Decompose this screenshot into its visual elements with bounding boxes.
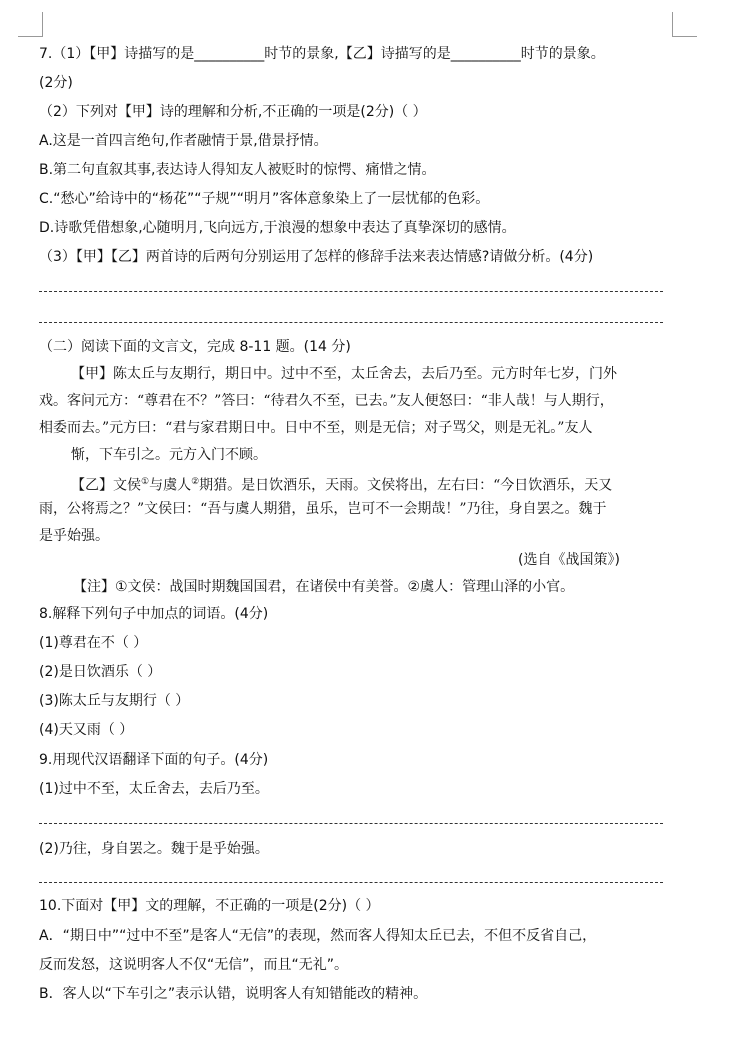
- footnote-marker: ①: [141, 477, 150, 487]
- q10-option-a: A．“期日中”“过中不至”是客人“无信”的表现，然而客人得知太丘已去，不但不反省自己，: [39, 928, 597, 944]
- passage-yi-line: 是乎始强。: [39, 528, 109, 544]
- q8-item: (3)陈太丘与友期行（ ）: [39, 693, 190, 709]
- q9-sentence-2: (2)乃往，身自罢之。魏于是乎始强。: [39, 841, 269, 857]
- passage-jia-line: 惭，下车引之。元方入门不顾。: [71, 447, 267, 463]
- q7-part2-stem: （2）下列对【甲】诗的理解和分析,不正确的一项是(2分)（ ）: [39, 104, 427, 120]
- q7-part3-stem: （3）【甲】【乙】两首诗的后两句分别运用了怎样的修辞手法来表达情感?请做分析。(4分): [39, 249, 594, 265]
- passage-jia-line: 【甲】陈太丘与友期行，期日中。过中不至，太丘舍去，去后乃至。元方时年七岁，门外: [71, 366, 617, 382]
- q7-part1-line: 7.（1）【甲】诗描写的是__________时节的景象,【乙】诗描写的是__________时节的景象。: [39, 46, 605, 62]
- passage-yi-text: 【乙】文侯: [71, 477, 141, 494]
- q10-option-a-cont: 反而发怒，这说明客人不仅“无信”，而且“无礼”。: [39, 957, 349, 973]
- q7-part1-score: (2分): [39, 75, 73, 91]
- q8-stem: 8.解释下列句子中加点的词语。(4分): [39, 606, 269, 622]
- q7-option-a: A.这是一首四言绝句,作者融情于景,借景抒情。: [39, 133, 328, 149]
- answer-rule: [39, 823, 663, 824]
- page-corner-mark-left: [18, 12, 43, 37]
- passage-yi-text: 期猎。是日饮酒乐，天雨。文侯将出，左右曰：“今日饮酒乐，天又: [199, 477, 613, 494]
- passage-yi-text: 与虞人: [149, 477, 192, 494]
- answer-rule: [39, 882, 663, 883]
- passage-notes: 【注】①文侯：战国时期魏国国君，在诸侯中有美誉。②虞人：管理山泽的小官。: [73, 579, 575, 595]
- footnote-marker: ②: [191, 477, 200, 487]
- answer-rule: [39, 322, 663, 323]
- passage-yi-line: [71, 472, 612, 496]
- q9-stem: 9.用现代汉语翻译下面的句子。(4分): [39, 752, 269, 768]
- passage-jia-line: 戏。客问元方：“尊君在不？”答曰：“待君久不至，已去。”友人便怒曰：“非人哉！与人期行，: [39, 393, 614, 409]
- answer-rule: [39, 291, 663, 292]
- q7-option-b: B.第二句直叙其事,表达诗人得知友人被贬时的惊愕、痛惜之情。: [39, 162, 436, 178]
- q10-stem: 10.下面对【甲】文的理解，不正确的一项是(2分)（ ）: [39, 898, 380, 914]
- q8-item: (4)天又雨（ ）: [39, 722, 134, 738]
- q7-option-d: D.诗歌凭借想象,心随明月,飞向远方,于浪漫的想象中表达了真挚深切的感情。: [39, 220, 516, 236]
- q9-sentence-1: (1)过中不至，太丘舍去，去后乃至。: [39, 781, 269, 797]
- section2-heading: （二）阅读下面的文言文，完成 8-11 题。(14 分): [39, 339, 351, 355]
- q7-option-c: C.“愁心”给诗中的“杨花”“子规”“明月”客体意象染上了一层忧郁的色彩。: [39, 191, 490, 207]
- q8-item: (1)尊君在不（ ）: [39, 635, 148, 651]
- q8-item: (2)是日饮酒乐（ ）: [39, 664, 162, 680]
- q10-option-b: B．客人以“下车引之”表示认错，说明客人有知错能改的精神。: [39, 986, 428, 1002]
- passage-jia-line: 相委而去。”元方曰：“君与家君期日中。日中不至，则是无信；对子骂父，则是无礼。”友人: [39, 420, 593, 436]
- passage-yi-line: 雨，公将焉之？”文侯曰：“吾与虞人期猎，虽乐，岂可不一会期哉！”乃往，身自罢之。魏于: [39, 501, 607, 517]
- page-corner-mark-right: [672, 12, 697, 37]
- passage-source: (选自《战国策》): [518, 552, 620, 568]
